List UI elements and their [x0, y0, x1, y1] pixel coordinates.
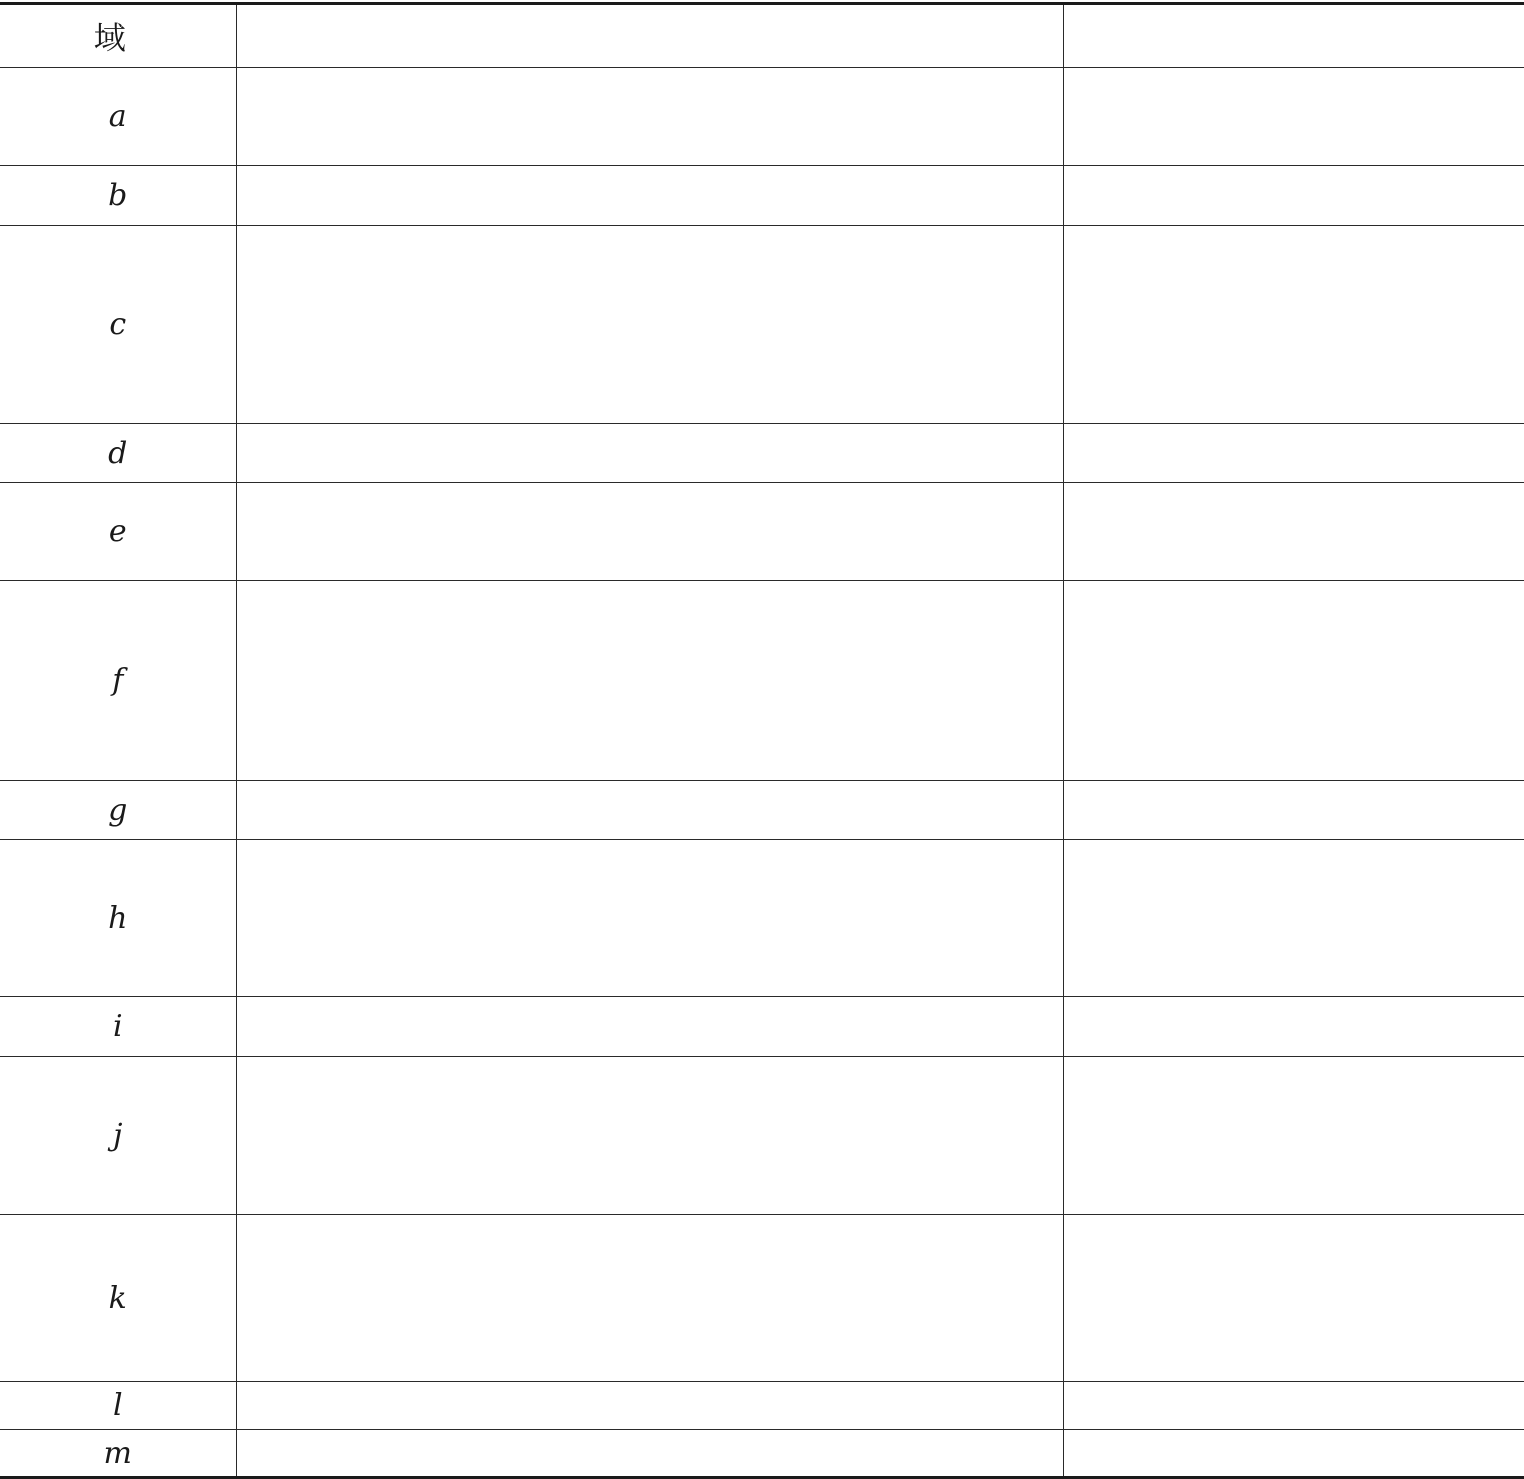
field-cell: c — [0, 226, 236, 424]
table-header — [0, 4, 1524, 68]
header-description — [236, 4, 1063, 68]
typical-value-cell — [1063, 166, 1524, 226]
typical-value-cell — [1063, 1057, 1524, 1215]
description-cell — [236, 1057, 1063, 1215]
typical-value-cell — [1063, 997, 1524, 1057]
field-cell: b — [0, 166, 236, 226]
description-cell — [236, 581, 1063, 781]
table-row — [0, 68, 1524, 166]
field-cell: h — [0, 840, 236, 997]
description-cell — [236, 1430, 1063, 1478]
field-cell: g — [0, 781, 236, 840]
table-row — [0, 226, 1524, 424]
field-description-table — [0, 2, 1524, 1479]
table-body — [0, 68, 1524, 1478]
description-cell — [236, 166, 1063, 226]
table-row — [0, 483, 1524, 581]
table-row — [0, 781, 1524, 840]
field-cell: i — [0, 997, 236, 1057]
typical-value-cell — [1063, 424, 1524, 483]
typical-value-cell — [1063, 68, 1524, 166]
description-cell — [236, 424, 1063, 483]
typical-value-cell — [1063, 840, 1524, 997]
typical-value-cell — [1063, 1430, 1524, 1478]
table-row — [0, 1215, 1524, 1382]
description-cell — [236, 840, 1063, 997]
field-cell: m — [0, 1430, 236, 1478]
table-row — [0, 840, 1524, 997]
description-cell — [236, 1215, 1063, 1382]
table-row — [0, 1382, 1524, 1430]
description-cell — [236, 483, 1063, 581]
table-row — [0, 997, 1524, 1057]
field-cell: l — [0, 1382, 236, 1430]
field-cell: k — [0, 1215, 236, 1382]
description-cell — [236, 781, 1063, 840]
typical-value-cell — [1063, 1382, 1524, 1430]
description-cell — [236, 226, 1063, 424]
typical-value-cell — [1063, 483, 1524, 581]
field-cell: f — [0, 581, 236, 781]
description-cell — [236, 68, 1063, 166]
field-cell: j — [0, 1057, 236, 1215]
table-row — [0, 581, 1524, 781]
header-row — [0, 4, 1524, 68]
typical-value-cell — [1063, 781, 1524, 840]
field-cell: a — [0, 68, 236, 166]
table-row — [0, 1057, 1524, 1215]
description-cell — [236, 997, 1063, 1057]
field-cell: e — [0, 483, 236, 581]
field-cell: d — [0, 424, 236, 483]
typical-value-cell — [1063, 581, 1524, 781]
typical-value-cell — [1063, 1215, 1524, 1382]
description-cell — [236, 1382, 1063, 1430]
typical-value-cell — [1063, 226, 1524, 424]
header-typical-value — [1063, 4, 1524, 68]
table-row — [0, 1430, 1524, 1478]
table-row — [0, 424, 1524, 483]
table-row — [0, 166, 1524, 226]
header-field: 域 — [0, 4, 236, 68]
